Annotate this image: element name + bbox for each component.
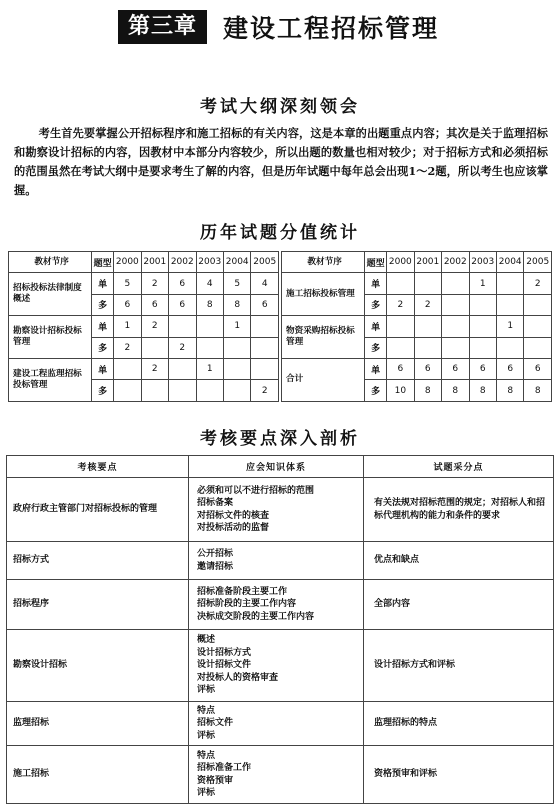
exam-score-point: 优点和缺点 bbox=[364, 542, 554, 580]
knowledge-item: 对投标人的资格审查 bbox=[197, 672, 279, 683]
knowledge-item: 邀请招标 bbox=[197, 561, 234, 572]
stats-cell: 6 bbox=[114, 294, 141, 315]
stats-cell: 2 bbox=[251, 380, 279, 401]
stats-section-label: 勘察设计招标投标管理 bbox=[9, 316, 92, 359]
stats-section-label: 物资采购招标投标管理 bbox=[282, 316, 365, 359]
knowledge-item: 对招标文件的核查 bbox=[197, 510, 270, 521]
stats-cell: 1 bbox=[114, 316, 141, 337]
stats-cell bbox=[442, 316, 469, 337]
header-year: 2000 bbox=[387, 252, 414, 273]
exam-score-point: 监理招标的特点 bbox=[364, 702, 554, 746]
header-section: 教材节序 bbox=[9, 252, 92, 273]
stats-cell bbox=[414, 316, 441, 337]
stats-cell bbox=[442, 294, 469, 315]
stats-cell: 8 bbox=[223, 294, 250, 315]
exam-score-point: 设计招标方式和评标 bbox=[364, 630, 554, 702]
exam-row bbox=[7, 580, 554, 630]
header-year: 2004 bbox=[223, 252, 250, 273]
stats-cell: 4 bbox=[196, 273, 223, 294]
stats-table-right bbox=[281, 251, 552, 402]
stats-cell: 1 bbox=[496, 316, 523, 337]
qtype-single: 单 bbox=[365, 316, 387, 337]
knowledge-item: 对投标活动的监督 bbox=[197, 523, 270, 533]
knowledge-item: 特点 bbox=[197, 705, 216, 716]
stats-cell bbox=[251, 316, 279, 337]
stats-cell bbox=[251, 358, 279, 379]
exam-key-point: 招标程序 bbox=[7, 580, 189, 630]
score-stats-tables bbox=[8, 251, 554, 401]
header-year: 2003 bbox=[469, 252, 496, 273]
stats-cell: 6 bbox=[169, 294, 196, 315]
header-year: 2005 bbox=[524, 252, 552, 273]
stats-row-single bbox=[282, 273, 552, 294]
exam-header-2: 试题采分点 bbox=[364, 456, 554, 478]
stats-cell bbox=[387, 273, 414, 294]
stats-cell bbox=[524, 337, 552, 358]
stats-cell bbox=[196, 337, 223, 358]
qtype-multi: 多 bbox=[92, 380, 114, 401]
stats-section-label: 施工招标投标管理 bbox=[282, 273, 365, 316]
stats-cell bbox=[223, 358, 250, 379]
header-qtype: 题型 bbox=[365, 252, 387, 273]
exam-key-point: 政府行政主管部门对招标投标的管理 bbox=[7, 478, 189, 542]
stats-cell: 6 bbox=[414, 358, 441, 379]
exam-points-table bbox=[6, 455, 554, 804]
exam-knowledge bbox=[189, 478, 364, 542]
knowledge-item: 评标 bbox=[197, 730, 216, 741]
qtype-single: 单 bbox=[92, 358, 114, 379]
knowledge-item: 公开招标 bbox=[197, 549, 234, 559]
qtype-multi: 多 bbox=[92, 337, 114, 358]
intro-paragraph: 考生首先要掌握公开招标程序和施工招标的有关内容，这是本章的出题重点内容；其次是关于监理招标和勘察设计招标的内容，因教材中本部分内容较少，所以出题的数量也相对较少；对于招标方式和必须招标的范围虽然在考试大纲中是要求考生了解的内容，但是历年试题中每年总会出现1～2题，所以考生也应该掌握。 bbox=[14, 126, 548, 197]
stats-cell bbox=[469, 316, 496, 337]
exam-key-point: 招标方式 bbox=[7, 542, 189, 580]
knowledge-item: 设计招标方式 bbox=[197, 647, 252, 658]
stats-cell: 6 bbox=[251, 294, 279, 315]
knowledge-item: 招标备案 bbox=[197, 498, 234, 508]
stats-cell bbox=[114, 380, 141, 401]
stats-cell: 2 bbox=[141, 273, 168, 294]
stats-cell: 6 bbox=[524, 358, 552, 379]
exam-row bbox=[7, 542, 554, 580]
stats-cell: 5 bbox=[223, 273, 250, 294]
stats-cell bbox=[196, 316, 223, 337]
stats-row-single bbox=[9, 273, 279, 294]
stats-cell: 2 bbox=[524, 273, 552, 294]
header-year: 2002 bbox=[169, 252, 196, 273]
stats-cell: 2 bbox=[141, 316, 168, 337]
stats-cell: 8 bbox=[496, 380, 523, 401]
stats-cell: 8 bbox=[524, 380, 552, 401]
knowledge-item: 设计招标文件 bbox=[197, 660, 252, 671]
exam-row bbox=[7, 630, 554, 702]
stats-cell: 6 bbox=[442, 358, 469, 379]
header-year: 2002 bbox=[442, 252, 469, 273]
knowledge-item: 必须和可以不进行招标的范围 bbox=[197, 485, 315, 496]
knowledge-item: 特点 bbox=[197, 750, 216, 761]
stats-cell: 5 bbox=[114, 273, 141, 294]
stats-cell bbox=[524, 294, 552, 315]
stats-cell: 8 bbox=[414, 380, 441, 401]
qtype-multi: 多 bbox=[365, 294, 387, 315]
qtype-single: 单 bbox=[365, 358, 387, 379]
exam-key-point: 施工招标 bbox=[7, 746, 189, 804]
section-title-stats: 历年试题分值统计 bbox=[200, 223, 360, 243]
stats-cell bbox=[387, 337, 414, 358]
stats-row-single bbox=[282, 358, 552, 379]
stats-cell: 2 bbox=[114, 337, 141, 358]
section-title-analysis: 考核要点深入剖析 bbox=[200, 429, 360, 449]
stats-cell: 2 bbox=[414, 294, 441, 315]
header-year: 2001 bbox=[414, 252, 441, 273]
stats-cell: 8 bbox=[196, 294, 223, 315]
knowledge-item: 决标成交阶段的主要工作内容 bbox=[197, 611, 315, 622]
knowledge-item: 招标准备阶段主要工作 bbox=[197, 586, 288, 597]
qtype-multi: 多 bbox=[365, 380, 387, 401]
stats-cell bbox=[469, 337, 496, 358]
exam-key-point: 监理招标 bbox=[7, 702, 189, 746]
stats-cell: 1 bbox=[196, 358, 223, 379]
qtype-single: 单 bbox=[365, 273, 387, 294]
stats-cell bbox=[469, 294, 496, 315]
stats-cell: 6 bbox=[141, 294, 168, 315]
stats-row-single bbox=[282, 316, 552, 337]
exam-score-point: 资格预审和评标 bbox=[364, 746, 554, 804]
header-year: 2004 bbox=[496, 252, 523, 273]
stats-row-single bbox=[9, 316, 279, 337]
stats-header-row bbox=[9, 252, 279, 273]
stats-section-label: 建设工程监理招标投标管理 bbox=[9, 358, 92, 401]
stats-cell: 6 bbox=[496, 358, 523, 379]
stats-cell bbox=[442, 337, 469, 358]
stats-cell: 1 bbox=[469, 273, 496, 294]
knowledge-item: 招标阶段的主要工作内容 bbox=[197, 599, 297, 610]
stats-section-label: 合计 bbox=[282, 358, 365, 401]
stats-cell bbox=[496, 294, 523, 315]
stats-cell bbox=[496, 337, 523, 358]
header-year: 2005 bbox=[251, 252, 279, 273]
stats-cell bbox=[169, 316, 196, 337]
knowledge-item: 招标准备工作 bbox=[197, 763, 252, 773]
qtype-multi: 多 bbox=[365, 337, 387, 358]
header-year: 2000 bbox=[114, 252, 141, 273]
exam-row bbox=[7, 702, 554, 746]
stats-cell: 6 bbox=[469, 358, 496, 379]
stats-cell bbox=[414, 273, 441, 294]
stats-row-single bbox=[9, 358, 279, 379]
stats-cell: 6 bbox=[387, 358, 414, 379]
stats-cell bbox=[114, 358, 141, 379]
stats-cell: 2 bbox=[141, 358, 168, 379]
exam-knowledge bbox=[189, 746, 364, 804]
header-year: 2001 bbox=[141, 252, 168, 273]
header-year: 2003 bbox=[196, 252, 223, 273]
stats-cell: 4 bbox=[251, 273, 279, 294]
knowledge-item: 招标文件 bbox=[197, 718, 234, 729]
header-qtype: 题型 bbox=[92, 252, 114, 273]
exam-knowledge bbox=[189, 630, 364, 702]
stats-cell bbox=[169, 380, 196, 401]
qtype-single: 单 bbox=[92, 316, 114, 337]
chapter-header bbox=[118, 8, 439, 46]
stats-cell bbox=[442, 273, 469, 294]
chapter-number: 第三章 bbox=[118, 10, 207, 44]
qtype-multi: 多 bbox=[92, 294, 114, 315]
stats-cell bbox=[387, 316, 414, 337]
stats-cell: 1 bbox=[223, 316, 250, 337]
stats-cell bbox=[414, 337, 441, 358]
exam-key-point: 勘察设计招标 bbox=[7, 630, 189, 702]
stats-cell: 10 bbox=[387, 380, 414, 401]
stats-cell: 2 bbox=[169, 337, 196, 358]
header-section: 教材节序 bbox=[282, 252, 365, 273]
exam-header-0: 考核要点 bbox=[7, 456, 189, 478]
exam-header-1: 应会知识体系 bbox=[189, 456, 364, 478]
exam-knowledge bbox=[189, 580, 364, 630]
exam-row bbox=[7, 478, 554, 542]
exam-knowledge bbox=[189, 702, 364, 746]
qtype-single: 单 bbox=[92, 273, 114, 294]
stats-cell: 8 bbox=[469, 380, 496, 401]
exam-score-point: 全部内容 bbox=[364, 580, 554, 630]
stats-cell bbox=[169, 358, 196, 379]
stats-cell bbox=[141, 337, 168, 358]
stats-cell bbox=[141, 380, 168, 401]
stats-cell bbox=[223, 337, 250, 358]
exam-score-point: 有关法规对招标范围的规定；对招标人和招标代理机构的能力和条件的要求 bbox=[364, 478, 554, 542]
stats-cell bbox=[251, 337, 279, 358]
stats-table-left bbox=[8, 251, 279, 402]
stats-cell bbox=[196, 380, 223, 401]
stats-header-row bbox=[282, 252, 552, 273]
stats-section-label: 招标投标法律制度概述 bbox=[9, 273, 92, 316]
exam-row bbox=[7, 746, 554, 804]
exam-header-row bbox=[7, 456, 554, 478]
stats-cell: 8 bbox=[442, 380, 469, 401]
exam-knowledge bbox=[189, 542, 364, 580]
stats-cell: 6 bbox=[169, 273, 196, 294]
knowledge-item: 资格预审 bbox=[197, 775, 234, 786]
chapter-title: 建设工程招标管理 bbox=[223, 14, 440, 43]
stats-cell bbox=[223, 380, 250, 401]
section-title-outline: 考试大纲深刻领会 bbox=[200, 97, 360, 117]
knowledge-item: 评标 bbox=[197, 788, 216, 798]
knowledge-item: 概述 bbox=[197, 635, 216, 646]
stats-cell bbox=[524, 316, 552, 337]
knowledge-item: 评标 bbox=[197, 685, 216, 696]
stats-cell: 2 bbox=[387, 294, 414, 315]
stats-cell bbox=[496, 273, 523, 294]
